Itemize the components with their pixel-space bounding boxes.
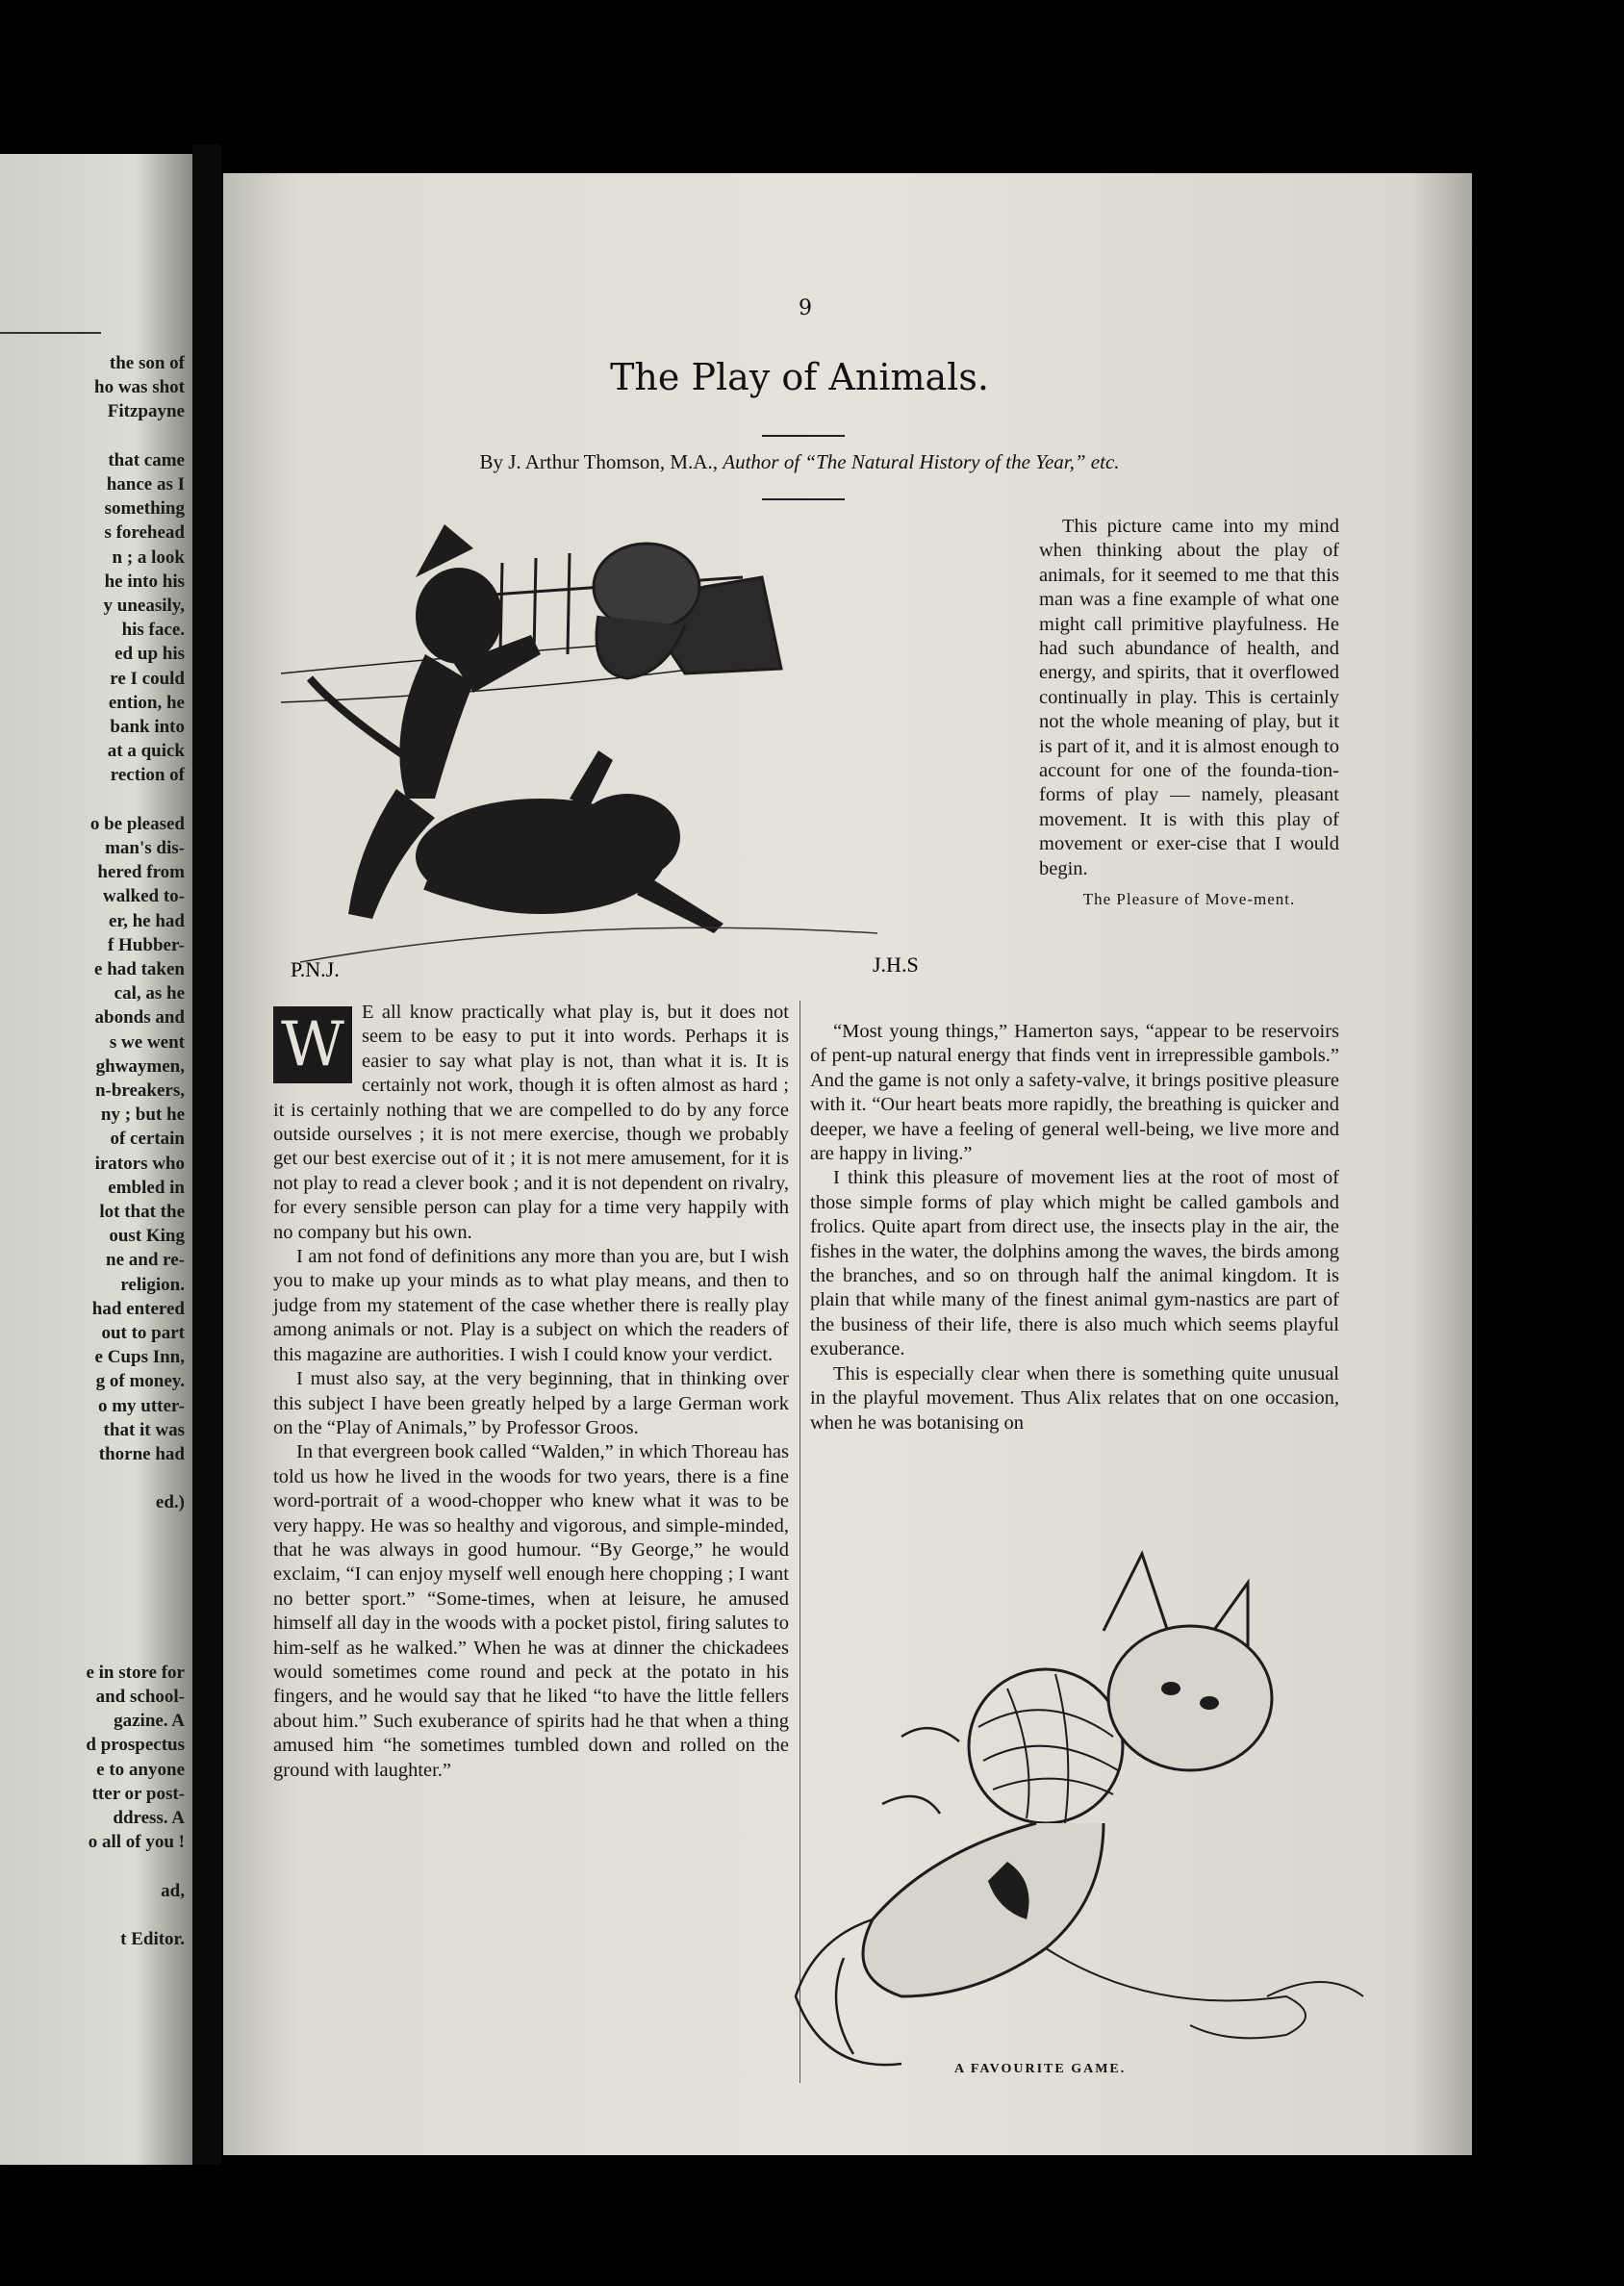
previous-page-line: the son of <box>109 353 185 373</box>
previous-page-line: walked to- <box>103 886 185 907</box>
previous-page-line: f Hubber- <box>107 934 185 955</box>
previous-page-line: ention, he <box>108 692 185 713</box>
previous-page-line: bank into <box>110 717 185 737</box>
byline-rule <box>762 498 845 500</box>
paragraph-1 <box>273 1001 789 1245</box>
previous-page-line: ad, <box>161 1880 185 1901</box>
previous-page-line: something <box>104 498 185 520</box>
illustration-signature-left: P.N.J. <box>291 957 340 981</box>
previous-page-line: o my utter- <box>97 1395 185 1416</box>
paragraph-1-text: E all know practically what play is, but it does not seem to be easy to put it into words. Perhaps it is easier to say what play is not, than what it is. It is certainly not work, though it is often almost as hard ; it is certainly nothing that we are compelled to do by any force outside ourselves ; it is not mere exercise, though we probably get our best exercise out of it ; it is not mere amusement, for it is not play to read a clever book ; and it is not dependent on rivalry, for every sensible person can play for a time very happily with no company but his own. <box>273 1002 789 1243</box>
previous-page-line: ho was shot <box>94 377 185 398</box>
illustration-signature-right: J.H.S <box>873 952 919 977</box>
byline-credit: Author of “The Natural History of the Year,” etc. <box>723 450 1120 473</box>
previous-page-line: s forehead <box>104 522 185 544</box>
paragraph-intro-right: This picture came into my mind when thinking about the play of animals, for it seemed to me that this man was a fine example of what one might call primitive playfulness. He had such abundance of health, and energy, and spirits, that it overflowed continually in play. This is certainly not the whole meaning of play, but it is part of it, and it is almost enough to account for one of the founda-tion-forms of play — namely, pleasant movement. It is with this play of movement or exer-cise that I would begin. <box>1039 516 1339 879</box>
previous-page-line: ny ; but he <box>100 1105 185 1126</box>
previous-page-line: oust King <box>109 1226 185 1247</box>
previous-page-line: re I could <box>110 668 185 689</box>
previous-page-line: he into his <box>104 571 185 592</box>
paragraph-5: “Most young things,” Hamerton says, “appear to be reservoirs of pent-up natural energy that finds vent in irrepressible gambols.” And the game is not only a safety-valve, it brings positive pleasure with it. “Our heart beats more rapidly, the breathing is quicker and deeper, we have a feeling of general well-being, we live more and are happy in living.” <box>810 1021 1339 1165</box>
byline-author: By J. Arthur Thomson, M.A., <box>479 450 719 473</box>
previous-page-line: er, he had <box>108 910 185 931</box>
article-title: The Play of Animals. <box>610 356 989 398</box>
previous-page-line: cal, as he <box>114 983 185 1004</box>
paragraph-2: I am not fond of definitions any more than you are, but I wish you to make up your minds as to what play means, and then to judge from my statement of the case whether there is really play among animals or not. Play is a subject on which the readers of this magazine are authorities. I wish I could know your verdict. <box>273 1246 789 1365</box>
previous-page-line: of certain <box>110 1129 185 1150</box>
previous-page-line: e had taken <box>94 959 185 979</box>
previous-page-line: ed.) <box>155 1492 185 1513</box>
previous-page-line: ne and re- <box>106 1250 185 1271</box>
previous-page-line: lot that the <box>99 1202 185 1222</box>
previous-page-line: n-breakers, <box>94 1080 185 1101</box>
previous-page-rule <box>0 332 101 334</box>
previous-page-line: and school- <box>95 1687 185 1707</box>
previous-page-line: embled in <box>108 1177 185 1198</box>
previous-page-line: abonds and <box>94 1007 185 1029</box>
paragraph-4: In that evergreen book called “Walden,” in which Thoreau has told us how he lived in the woods for two years, there is a fine word-portrait of a wood-chopper who knew what it was to be very happy. He was so healthy and vigorous, and simple-minded, that he was always in good humour. “By George,” he would exclaim, “I can enjoy myself well enough here chopping ; I want no better sport.” “Some-times, when at leisure, he amused himself all day in the woods with a pocket pistol, firing salutes to him-self as he walked.” When he was at dinner the chickadees would sometimes come round and peck at the potato in his fingers, and he would say that he liked “to have the little fellers about him.” Such exuberance of spirits had he that when a thing amused him “he sometimes tumbled down and rolled on the ground with laughter.” <box>273 1441 789 1781</box>
paragraph-3: I must also say, at the very beginning, that in thinking over this subject I have been greatly helped by a large German work on the “Play of Animals,” by Professor Groos. <box>273 1368 789 1438</box>
previous-page-line: g of money. <box>95 1371 185 1392</box>
previous-page-line: e Cups Inn, <box>94 1347 185 1368</box>
previous-page-line: n ; a look <box>112 546 185 568</box>
title-rule <box>762 435 845 437</box>
previous-page-line: ddress. A <box>113 1808 185 1828</box>
previous-page-line: man's dis- <box>105 838 185 858</box>
previous-page-line: o be pleased <box>89 813 185 834</box>
article-page <box>223 173 1472 2155</box>
previous-page-line: d prospectus <box>86 1735 185 1756</box>
previous-page-line: had entered <box>91 1298 185 1319</box>
kitten-illustration <box>786 1496 1392 2083</box>
previous-page-line: y uneasily, <box>103 596 185 616</box>
previous-page-line: e in store for <box>86 1662 185 1683</box>
previous-page-line: that it was <box>103 1419 185 1440</box>
previous-page-line: t Editor. <box>120 1929 185 1949</box>
previous-page-line: Fitzpayne <box>107 401 185 422</box>
paragraph-7: This is especially clear when there is something quite unusual in the playful movement. Thus Alix relates that on one occasion, when he was botanising on <box>810 1362 1339 1434</box>
paragraph-6: I think this pleasure of movement lies at the root of most of those simple forms of play which might be called gambols and frolics. Quite apart from direct use, the insects play in the air, the fishes in the water, the dolphins among the waves, the birds among the branches, and so on through half the animal kingdom. It is plain that while many of the finest animal gym-nastics are part of the business of their life, there is also much which seems playful exuberance. <box>810 1167 1339 1360</box>
page-number: 9 <box>799 296 812 320</box>
left-column <box>273 1001 789 1783</box>
previous-page-line: tter or post- <box>91 1783 185 1804</box>
illustration-caption: A FAVOURITE GAME. <box>954 2062 1127 2076</box>
previous-page-line: ed up his <box>114 644 185 665</box>
previous-page-line: s we went <box>109 1031 185 1053</box>
previous-page-line: ghwaymen, <box>95 1055 185 1077</box>
previous-page-line: irators who <box>94 1153 185 1174</box>
previous-page-line: at a quick <box>107 741 185 762</box>
right-column <box>810 1020 1339 1435</box>
previous-page-line: gazine. A <box>114 1711 185 1732</box>
previous-page-line: religion. <box>120 1274 185 1295</box>
byline <box>223 450 1376 474</box>
drop-cap: W <box>273 1006 352 1083</box>
previous-page-line: hance as I <box>106 474 185 495</box>
right-top-column <box>1039 515 1339 918</box>
section-heading: The Pleasure of Move-ment. <box>1082 890 1296 909</box>
previous-page-fragment <box>0 154 192 2165</box>
previous-page-line: that came <box>108 449 185 470</box>
dogs-playing-illustration <box>281 510 1012 991</box>
previous-page-line: o all of you ! <box>88 1832 185 1853</box>
previous-page-line: his face. <box>121 620 185 641</box>
previous-page-line: hered from <box>97 862 185 883</box>
previous-page-line: rection of <box>110 765 185 786</box>
book-gutter <box>192 144 221 2165</box>
previous-page-line: thorne had <box>98 1444 185 1464</box>
previous-page-line: e to anyone <box>96 1759 185 1780</box>
previous-page-line: out to part <box>101 1323 185 1343</box>
